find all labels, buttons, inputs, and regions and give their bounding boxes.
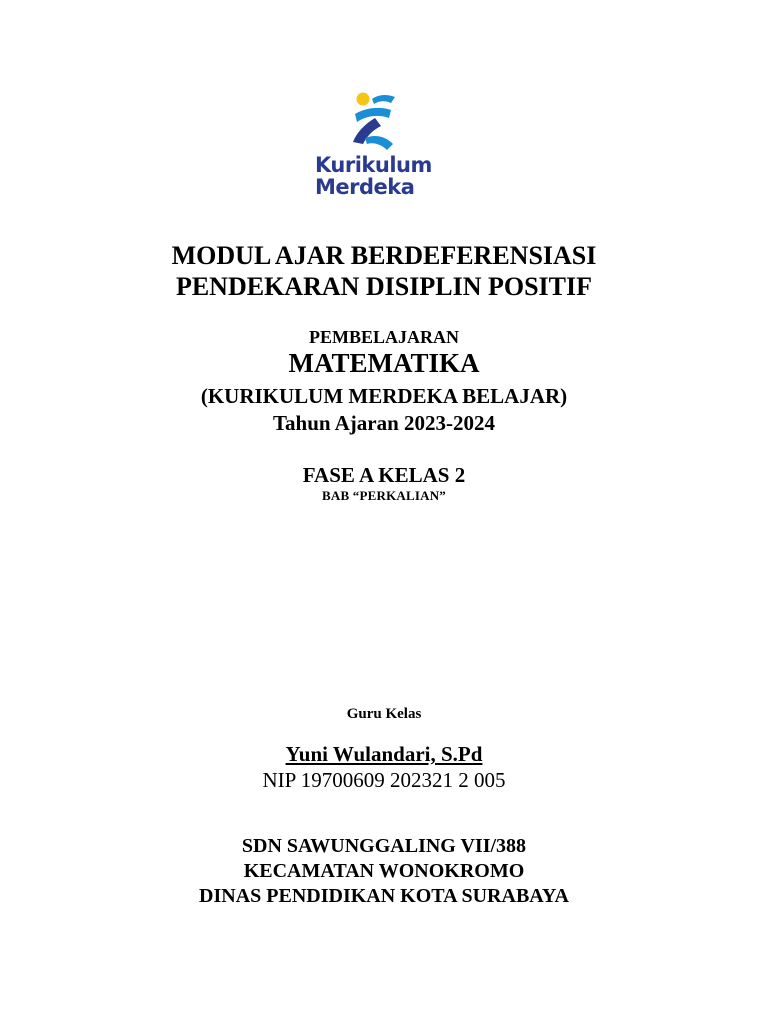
logo-line-1: Kurikulum xyxy=(315,153,432,177)
school-district: KECAMATAN WONOKROMO xyxy=(243,860,525,882)
logo-line-2: Merdeka xyxy=(315,175,415,199)
teacher-nip: NIP 19700609 202321 2 005 xyxy=(262,768,506,792)
teacher-label: Guru Kelas xyxy=(346,706,422,722)
title-line-2: PENDEKARAN DISIPLIN POSITIF xyxy=(175,272,593,301)
teacher-name: Yuni Wulandari, S.Pd xyxy=(285,742,483,766)
document-title xyxy=(0,240,768,302)
kurikulum-merdeka-logo xyxy=(313,90,433,206)
teacher-name-row xyxy=(0,742,768,766)
academic-year: Tahun Ajaran 2023-2024 xyxy=(272,411,496,435)
subject-name: MATEMATIKA xyxy=(288,348,480,378)
phase-class: FASE A KELAS 2 xyxy=(302,463,466,487)
logo-wordmark xyxy=(315,154,445,198)
chapter-title: BAB “PERKALIAN” xyxy=(322,488,446,503)
subject-label: PEMBELAJARAN xyxy=(308,327,459,347)
school-name: SDN SAWUNGGALING VII/388 xyxy=(241,835,527,857)
school-info xyxy=(0,834,768,909)
kurikulum-merdeka-emblem-icon xyxy=(345,90,401,152)
school-agency: DINAS PENDIDIKAN KOTA SURABAYA xyxy=(199,885,569,907)
title-line-1: MODUL AJAR BERDEFERENSIASI xyxy=(171,241,597,270)
curriculum-name: (KURIKULUM MERDEKA BELAJAR) xyxy=(200,384,568,408)
